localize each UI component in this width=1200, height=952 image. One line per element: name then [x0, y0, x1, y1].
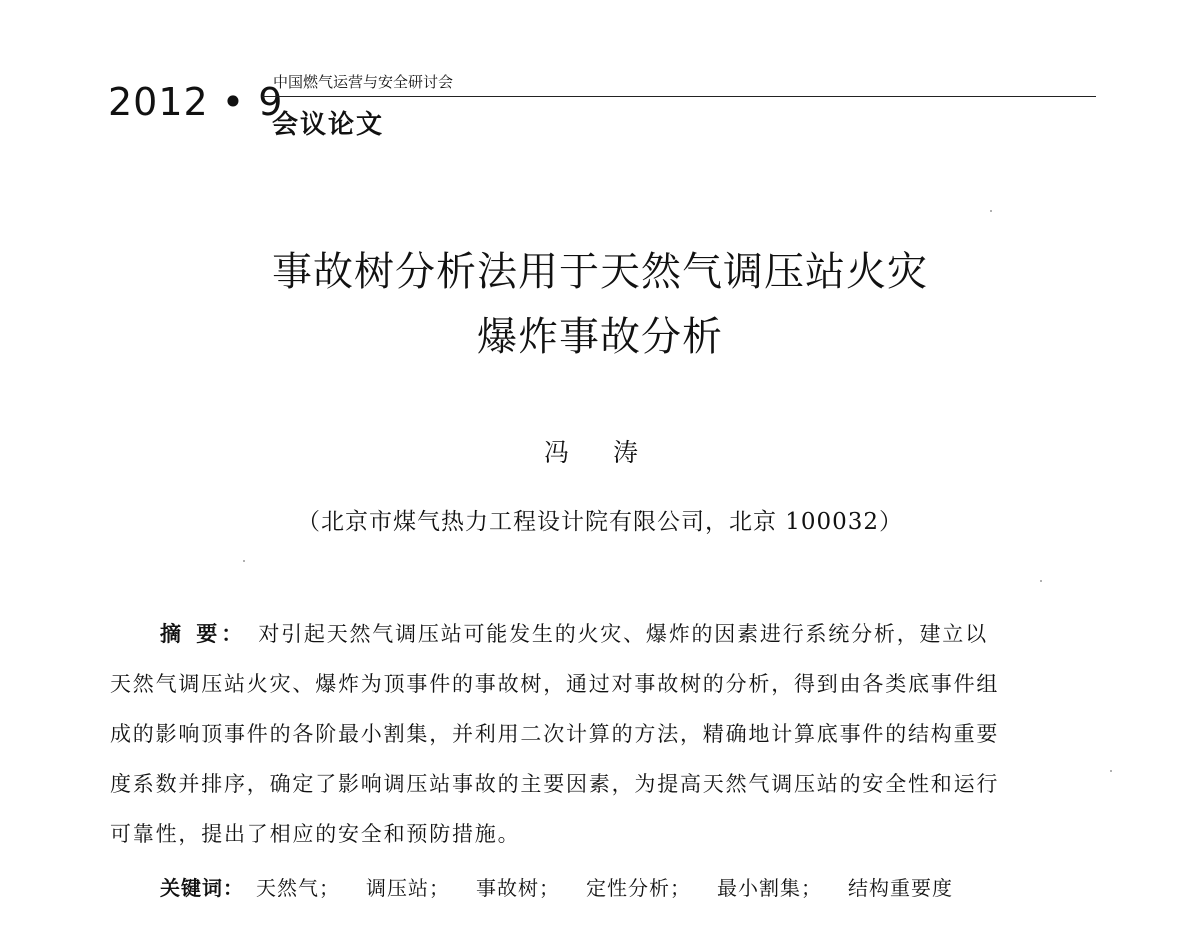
abstract-line-2: 天然气调压站火灾、爆炸为顶事件的事故树，通过对事故树的分析，得到由各类底事件组 [110, 672, 1000, 696]
issue-date: 2012 • 9 [108, 80, 284, 124]
abstract-text: 对引起天然气调压站可能发生的火灾、爆炸的因素进行系统分析，建立以 [258, 622, 988, 646]
keyword-item: 天然气； [256, 876, 340, 900]
conference-name: 中国燃气运营与安全研讨会 [273, 73, 454, 91]
author-name: 冯 涛 [544, 438, 656, 467]
keywords-label: 关键词： [160, 876, 244, 900]
keywords-line [160, 872, 979, 901]
paper-type-label: 会议论文 [272, 110, 385, 140]
paper-title-line-1: 事故树分析法用于天然气调压站火灾 [272, 249, 928, 295]
abstract-line-5: 可靠性，提出了相应的安全和预防措施。 [110, 822, 521, 846]
keyword-item: 调压站； [366, 876, 450, 900]
paper-title-line-2: 爆炸事故分析 [477, 314, 723, 360]
author-affiliation: （北京市煤气热力工程设计院有限公司，北京 100032） [296, 509, 904, 535]
keyword-item: 结构重要度 [848, 876, 953, 900]
keyword-item: 最小割集； [717, 876, 822, 900]
header-rule [262, 96, 1096, 97]
abstract-line-1 [160, 618, 988, 648]
keyword-item: 定性分析； [586, 876, 691, 900]
abstract-line-4: 度系数并排序，确定了影响调压站事故的主要因素，为提高天然气调压站的安全性和运行 [110, 772, 1000, 796]
abstract-label: 摘 要： [160, 622, 247, 646]
scan-speck [1110, 770, 1112, 772]
scan-speck [990, 210, 992, 212]
keyword-item: 事故树； [476, 876, 560, 900]
scan-speck [243, 560, 245, 562]
abstract-line-3: 成的影响顶事件的各阶最小割集，并利用二次计算的方法，精确地计算底事件的结构重要 [110, 722, 1000, 746]
scan-speck [1040, 580, 1042, 582]
